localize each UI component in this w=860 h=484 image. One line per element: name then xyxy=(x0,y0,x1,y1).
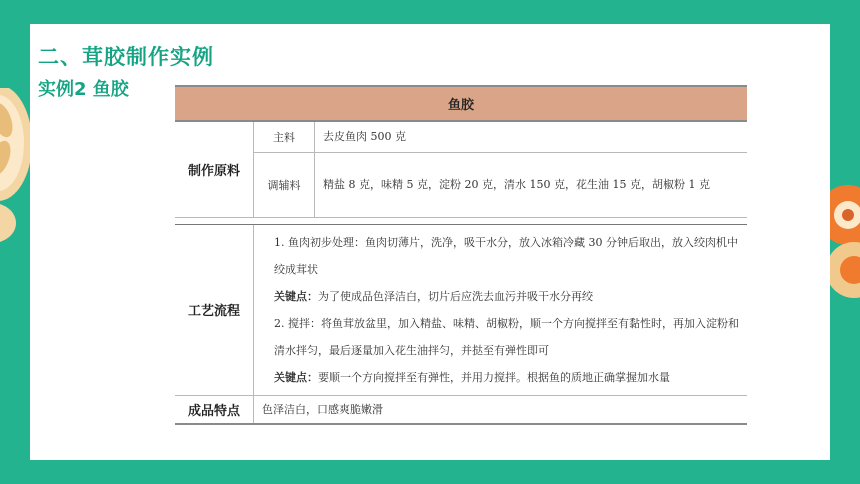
keypoint-1-label: 关键点： xyxy=(274,289,318,303)
main-ingredient-value: 去皮鱼肉 500 克 xyxy=(315,121,748,152)
page-subtitle: 实例2 鱼胶 xyxy=(38,79,129,100)
process-keypoint-2 xyxy=(262,364,739,391)
feature-value: 色泽洁白，口感爽脆嫩滑 xyxy=(254,395,748,424)
page-title: 二、茸胶制作实例 xyxy=(38,45,214,69)
table-header-row xyxy=(175,86,747,121)
main-ingredient-label: 主料 xyxy=(254,121,315,152)
keypoint-1-text: 为了使成品色泽洁白，切片后应洗去血污并吸干水分再绞 xyxy=(318,289,593,303)
table-header: 鱼胶 xyxy=(175,86,747,121)
process-step-2: 2. 搅拌：将鱼茸放盆里，加入精盐、味精、胡椒粉，顺一个方向搅拌至有黏性时，再加入淀粉和清水拌匀，最后逐量加入花生油拌匀，并挞至有弹性即可 xyxy=(274,316,739,357)
process-content xyxy=(254,224,748,395)
feature-label: 成品特点 xyxy=(175,395,254,424)
ingredients-label: 制作原料 xyxy=(175,121,254,217)
recipe-table xyxy=(175,85,747,425)
seasoning-value: 精盐 8 克，味精 5 克，淀粉 20 克，清水 150 克，花生油 15 克，胡椒粉 1 克 xyxy=(315,152,748,217)
keypoint-2-text: 要顺一个方向搅拌至有弹性，并用力搅拌。根据鱼的质地正确掌握加水量 xyxy=(318,370,670,384)
process-step-1: 1. 鱼肉初步处理：鱼肉切薄片，洗净，吸干水分，放入冰箱冷藏 30 分钟后取出，放入绞肉机中绞成茸状 xyxy=(274,235,738,276)
table-separator xyxy=(175,217,747,224)
ingredients-seasoning-row xyxy=(175,152,747,217)
process-row xyxy=(175,224,747,395)
ingredients-main-row xyxy=(175,121,747,152)
process-keypoint-1 xyxy=(262,283,739,310)
process-label: 工艺流程 xyxy=(175,224,254,395)
feature-row xyxy=(175,395,747,424)
content-card xyxy=(30,24,830,460)
keypoint-2-label: 关键点： xyxy=(274,370,318,384)
seasoning-label: 调辅料 xyxy=(254,152,315,217)
